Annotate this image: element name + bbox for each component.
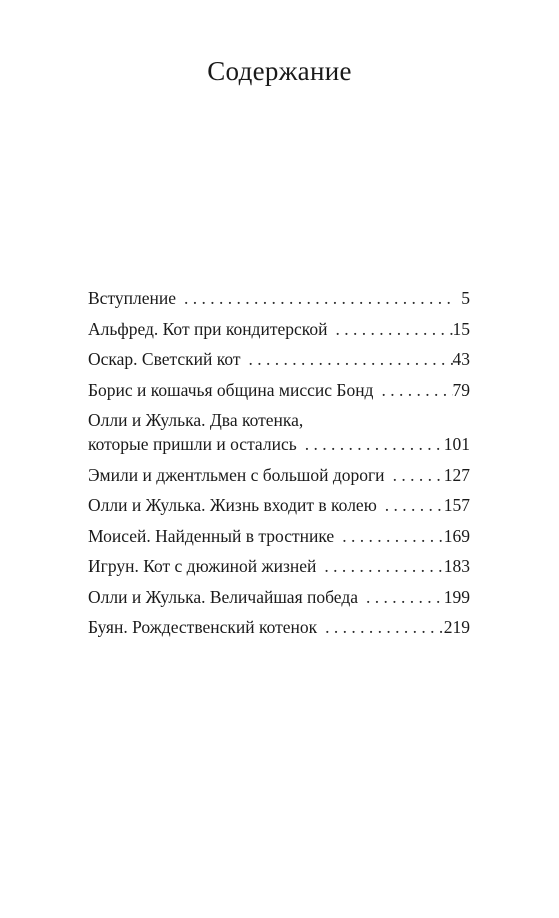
toc-page-number: 15 bbox=[452, 318, 470, 339]
toc-entry-title: которые пришли и остались bbox=[88, 434, 297, 454]
toc-entry-title: Альфред. Кот при кондитерской bbox=[88, 318, 328, 339]
toc-page-number: 79 bbox=[452, 379, 470, 400]
toc-dot-leader bbox=[334, 524, 444, 548]
toc-dot-leader bbox=[358, 585, 444, 609]
toc-entry bbox=[88, 524, 470, 548]
toc-page-number: 43 bbox=[452, 349, 470, 369]
toc-page-number: 157 bbox=[443, 495, 470, 515]
toc-dot-leader bbox=[385, 463, 444, 487]
toc-entry-title-line1: Олли и Жулька. Два котенка, bbox=[88, 410, 304, 430]
toc-dot-leader bbox=[317, 615, 444, 639]
toc-entry bbox=[88, 615, 470, 639]
toc-entry bbox=[88, 317, 470, 341]
toc-entry bbox=[88, 585, 470, 609]
toc-page-number: 183 bbox=[443, 556, 470, 576]
toc-entry-title: Игрун. Кот с дюжиной жизней bbox=[88, 556, 317, 576]
toc-entry bbox=[88, 463, 470, 487]
toc-entry-title: Эмили и джентльмен с большой дороги bbox=[88, 464, 385, 485]
toc-page-number: 5 bbox=[461, 288, 470, 308]
toc-entry-title: Буян. Рождественский котенок bbox=[88, 617, 318, 637]
toc-entry-title: Борис и кошачья община миссис Бонд bbox=[88, 379, 374, 400]
toc-entry-title: Вступление bbox=[88, 288, 176, 308]
toc-entry bbox=[88, 286, 470, 310]
toc-page-number: 199 bbox=[443, 586, 470, 607]
page-title: Содержание bbox=[207, 56, 352, 86]
toc-dot-leader bbox=[176, 286, 456, 310]
toc-dot-leader bbox=[328, 317, 453, 341]
toc-entry bbox=[88, 493, 470, 517]
toc-entry bbox=[88, 554, 470, 578]
toc-entry bbox=[88, 347, 470, 371]
toc-entry-title: Олли и Жулька. Жизнь входит в колею bbox=[88, 495, 377, 515]
toc-page-number: 219 bbox=[443, 617, 470, 637]
toc-dot-leader bbox=[377, 493, 444, 517]
toc-page-number: 127 bbox=[443, 464, 470, 485]
toc-entry bbox=[88, 378, 470, 402]
toc-entry-title: Оскар. Светский кот bbox=[88, 349, 241, 369]
toc-entry-title: Моисей. Найденный в тростнике bbox=[88, 525, 335, 546]
toc-entry-title: Олли и Жулька. Величайшая победа bbox=[88, 586, 358, 607]
toc-dot-leader bbox=[316, 554, 443, 578]
toc-dot-leader bbox=[373, 378, 452, 402]
toc-dot-leader bbox=[297, 432, 444, 456]
table-of-contents bbox=[88, 286, 470, 646]
toc-entry bbox=[88, 408, 470, 456]
toc-page-number: 169 bbox=[443, 525, 470, 546]
toc-page-number: 101 bbox=[443, 434, 470, 454]
toc-dot-leader bbox=[241, 347, 453, 371]
